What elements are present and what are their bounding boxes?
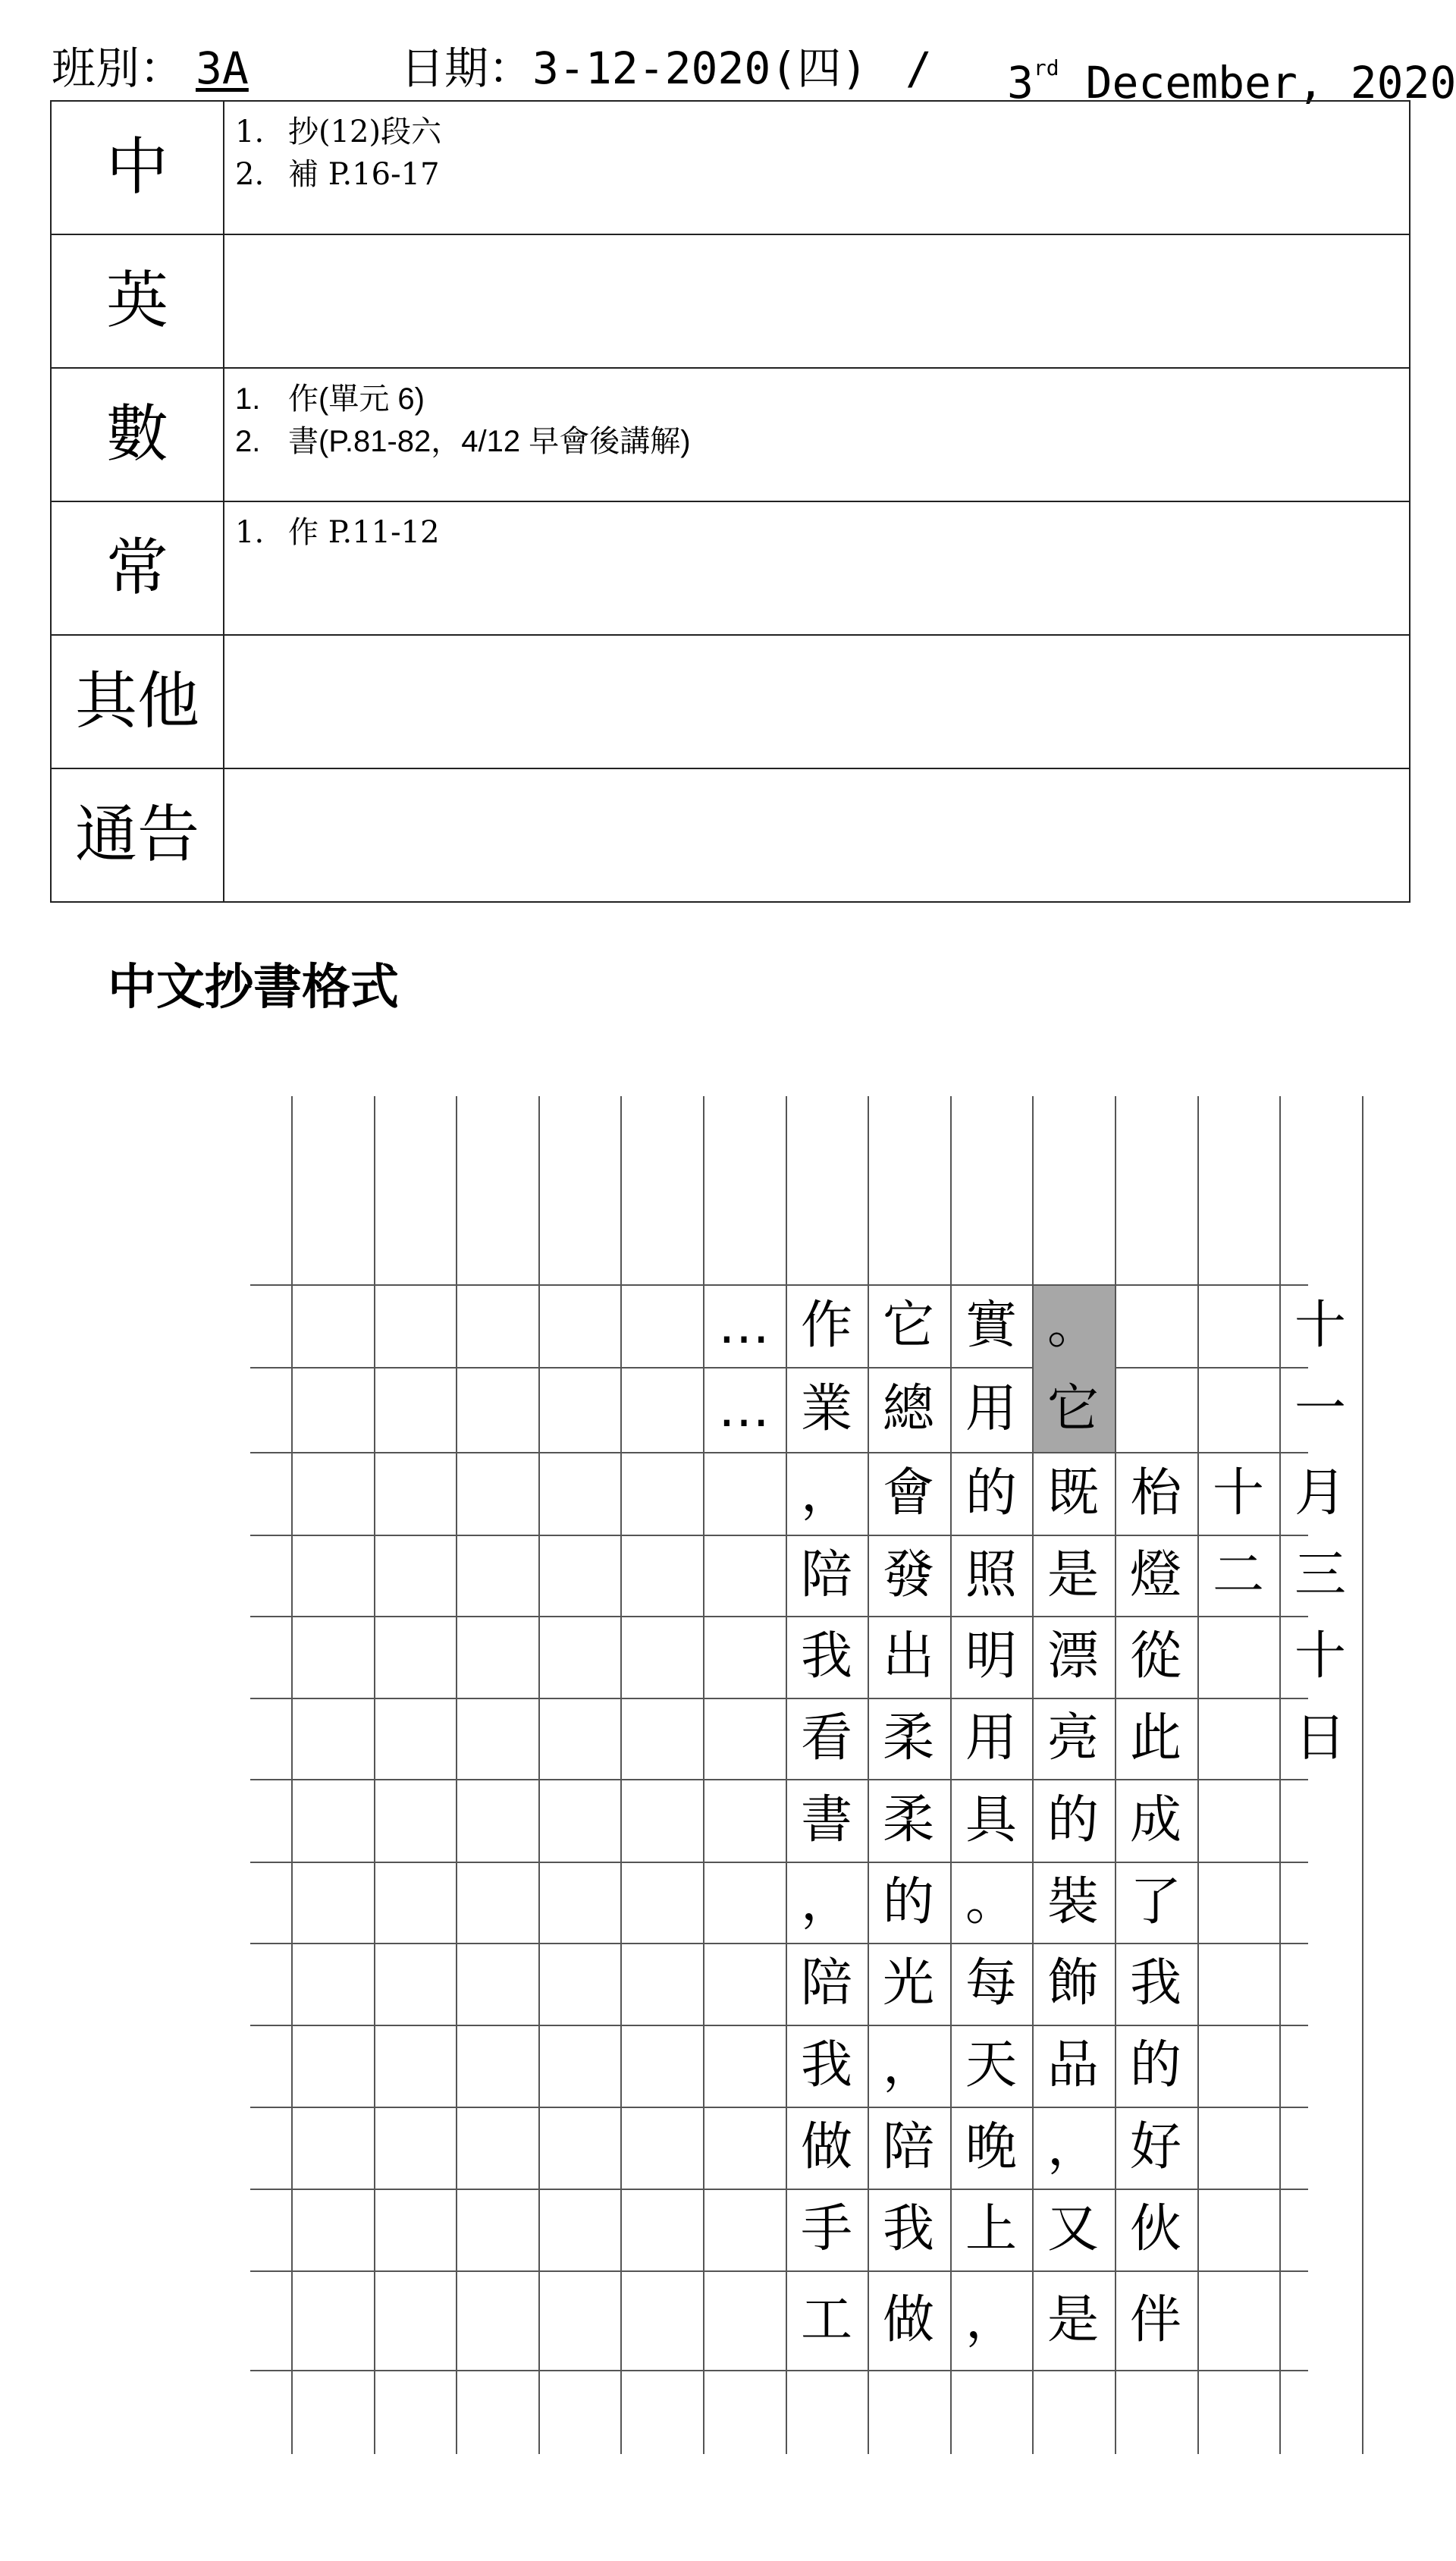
class-value: 3A: [196, 42, 249, 94]
subject-cell: 英: [51, 234, 224, 368]
grid-character: 的: [1046, 1790, 1099, 1850]
grid-character: …: [718, 1296, 770, 1356]
grid-vertical-line: [374, 1096, 375, 2454]
grid-character: 它: [1046, 1379, 1099, 1439]
grid-character: 柔: [882, 1708, 934, 1768]
grid-character: 出: [882, 1626, 934, 1686]
grid-character: 品: [1046, 2035, 1099, 2095]
item-text: 抄(12)段六: [288, 115, 442, 149]
item-number: 1.: [235, 382, 261, 416]
grid-character: 燈: [1129, 1545, 1181, 1605]
grid-character: ，: [965, 2290, 1017, 2350]
item-text: 書(P.81-82，4/12 早會後講解): [288, 425, 691, 458]
grid-vertical-line: [456, 1096, 457, 2454]
subject-cell: 數: [51, 368, 224, 501]
grid-character: 看: [800, 1708, 852, 1768]
grid-character: 是: [1046, 1545, 1099, 1605]
grid-character: 用: [965, 1708, 1017, 1768]
item-number: 1.: [235, 515, 265, 550]
grid-character: 飾: [1046, 1953, 1099, 2013]
grid-character: 總: [882, 1379, 934, 1439]
grid-character: 的: [1129, 2035, 1181, 2095]
grid-character: 我: [800, 1626, 852, 1686]
grid-character: 既: [1046, 1463, 1099, 1523]
item-number: 1.: [235, 115, 265, 149]
grid-character: 工: [800, 2290, 852, 2350]
grid-character: 。: [965, 1872, 1017, 1932]
item-text: 作(單元 6): [288, 382, 425, 416]
grid-character: 陪: [800, 1953, 852, 2013]
grid-character: 是: [1046, 2290, 1099, 2350]
date-separator: /: [905, 42, 932, 94]
grid-character: 做: [882, 2290, 934, 2350]
grid-character: 從: [1129, 1626, 1181, 1686]
grid-character: ，: [1046, 2117, 1099, 2177]
grid-character: 日: [1294, 1708, 1346, 1768]
subject-cell: 其他: [51, 635, 224, 768]
grid-character: 會: [882, 1463, 934, 1523]
grid-character: 實: [965, 1296, 1017, 1356]
english-month-year: December, 2020: [1085, 57, 1456, 108]
grid-character: 我: [800, 2035, 852, 2095]
grid-character: 月: [1294, 1463, 1346, 1523]
grid-character: 柔: [882, 1790, 934, 1850]
item-number: 2.: [235, 425, 261, 458]
day-suffix: rd: [1033, 55, 1059, 80]
grid-character: 二: [1212, 1545, 1264, 1605]
grid-vertical-line: [1362, 1096, 1363, 2454]
grid-character: 。: [1046, 1296, 1099, 1356]
grid-character: 明: [965, 1626, 1017, 1686]
grid-character: 我: [1129, 1953, 1181, 2013]
grid-character: 用: [965, 1379, 1017, 1439]
grid-character: 照: [965, 1545, 1017, 1605]
grid-character: 一: [1294, 1379, 1346, 1439]
grid-character: 業: [800, 1379, 852, 1439]
item-number: 2.: [235, 157, 265, 192]
grid-character: ，: [882, 2035, 934, 2095]
grid-character: ，: [800, 1463, 852, 1523]
grid-character: 此: [1129, 1708, 1181, 1768]
grid-character: 裝: [1046, 1872, 1099, 1932]
grid-character: 書: [800, 1790, 852, 1850]
subject-cell: 中: [51, 101, 224, 234]
grid-character: 手: [800, 2199, 852, 2259]
grid-character: 十: [1294, 1626, 1346, 1686]
grid-horizontal-line: [250, 2370, 1308, 2371]
grid-character: 陪: [882, 2117, 934, 2177]
item-text: 補 P.16-17: [288, 157, 440, 192]
date-label: 日期：3-12-2020(四): [400, 42, 868, 94]
grid-vertical-line: [1197, 1096, 1199, 2454]
grid-character: 每: [965, 1953, 1017, 2013]
grid-character: 又: [1046, 2199, 1099, 2259]
grid-character: 它: [882, 1296, 934, 1356]
class-label: 班別：: [52, 42, 184, 94]
grid-character: 亮: [1046, 1708, 1099, 1768]
grid-character: 光: [882, 1953, 934, 2013]
grid-vertical-line: [538, 1096, 540, 2454]
english-day: 3: [1007, 57, 1034, 108]
grid-character: 漂: [1046, 1626, 1099, 1686]
grid-character: …: [718, 1379, 770, 1439]
grid-character: 好: [1129, 2117, 1181, 2177]
item-text: 作 P.11-12: [288, 515, 440, 550]
grid-character: 伴: [1129, 2290, 1181, 2350]
grid-character: 作: [800, 1296, 852, 1356]
grid-character: 晚: [965, 2117, 1017, 2177]
grid-character: ，: [800, 1872, 852, 1932]
grid-character: 伙: [1129, 2199, 1181, 2259]
grid-character: 陪: [800, 1545, 852, 1605]
grid-character: 十: [1212, 1463, 1264, 1523]
grid-character: 我: [882, 2199, 934, 2259]
grid-character: 三: [1294, 1545, 1346, 1605]
grid-character: 了: [1129, 1872, 1181, 1932]
grid-character: 枱: [1129, 1463, 1181, 1523]
grid-character: 的: [882, 1872, 934, 1932]
grid-vertical-line: [291, 1096, 293, 2454]
grid-character: 的: [965, 1463, 1017, 1523]
subject-cell: 通告: [51, 768, 224, 902]
subject-cell: 常: [51, 501, 224, 635]
grid-character: 十: [1294, 1296, 1346, 1356]
grid-vertical-line: [620, 1096, 622, 2454]
grid-character: 天: [965, 2035, 1017, 2095]
section-title: 中文抄書格式: [108, 960, 399, 1016]
grid-character: 做: [800, 2117, 852, 2177]
grid-character: 上: [965, 2199, 1017, 2259]
grid-character: 發: [882, 1545, 934, 1605]
grid-character: 成: [1129, 1790, 1181, 1850]
grid-character: 具: [965, 1790, 1017, 1850]
